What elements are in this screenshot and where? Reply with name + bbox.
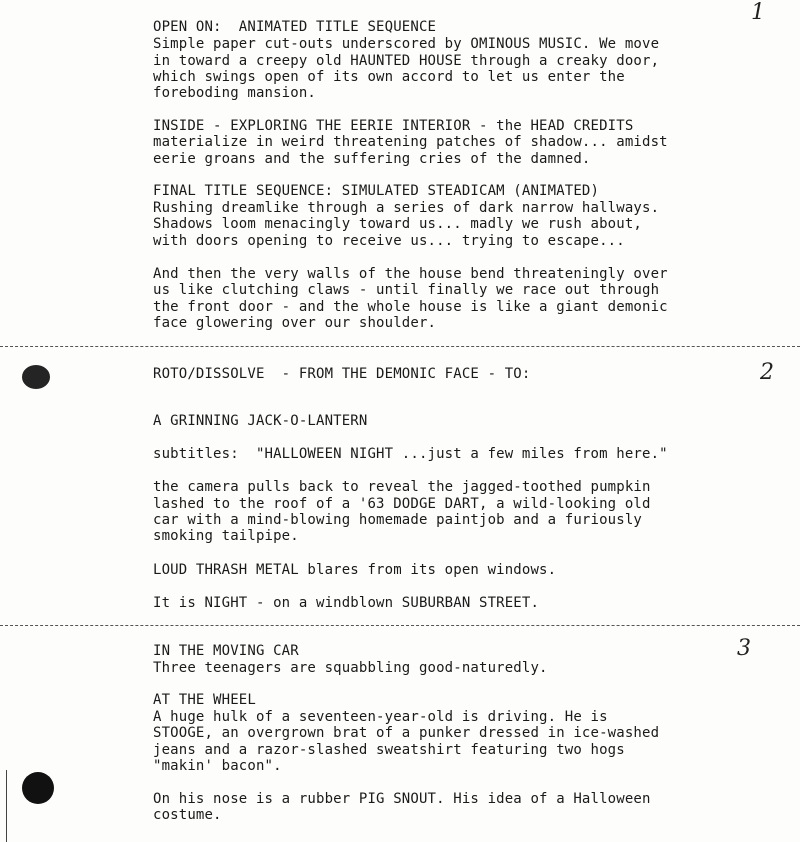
page-break-divider — [0, 625, 800, 626]
action-line: Shadows loom menacingly toward us... madly we rush about, — [153, 216, 642, 232]
action-line: It is NIGHT - on a windblown SUBURBAN STREET. — [153, 595, 540, 611]
action-line: Rushing dreamlike through a series of dark narrow hallways. — [153, 200, 660, 216]
scene-heading: IN THE MOVING CAR — [153, 643, 299, 659]
subtitle-line: subtitles: "HALLOWEEN NIGHT ...just a few miles from here." — [153, 446, 668, 462]
action-line: face glowering over our shoulder. — [153, 315, 437, 331]
action-line: in toward a creepy old HAUNTED HOUSE through a creaky door, — [153, 53, 660, 69]
action-line: A huge hulk of a seventeen-year-old is driving. He is — [153, 709, 608, 725]
action-line: eerie groans and the suffering cries of the damned. — [153, 151, 591, 167]
action-line: with doors opening to receive us... trying to escape... — [153, 233, 625, 249]
action-line: jeans and a razor-slashed sweatshirt featuring two hogs — [153, 742, 625, 758]
scene-heading: FINAL TITLE SEQUENCE: SIMULATED STEADICAM (ANIMATED) — [153, 183, 600, 199]
action-line: materialize in weird threatening patches of shadow... amidst — [153, 134, 668, 150]
action-line: foreboding mansion. — [153, 85, 316, 101]
page-break-divider — [0, 346, 800, 347]
action-line: which swings open of its own accord to let us enter the — [153, 69, 625, 85]
action-line: lashed to the roof of a '63 DODGE DART, a wild-looking old — [153, 496, 651, 512]
action-line: LOUD THRASH METAL blares from its open windows. — [153, 562, 557, 578]
action-line: the camera pulls back to reveal the jagged-toothed pumpkin — [153, 479, 651, 495]
margin-line — [6, 770, 7, 842]
page-number-3: 3 — [737, 636, 751, 661]
punch-hole-mark — [22, 772, 54, 804]
punch-hole-mark — [22, 365, 50, 389]
action-line: Simple paper cut-outs underscored by OMINOUS MUSIC. We move — [153, 36, 660, 52]
action-line: Three teenagers are squabbling good-naturedly. — [153, 660, 548, 676]
action-line: smoking tailpipe. — [153, 528, 299, 544]
action-line: us like clutching claws - until finally we race out through — [153, 282, 660, 298]
action-line: car with a mind-blowing homemade paintjob and a furiously — [153, 512, 642, 528]
action-line: costume. — [153, 807, 222, 823]
action-line: STOOGE, an overgrown brat of a punker dressed in ice-washed — [153, 725, 660, 741]
scene-heading: A GRINNING JACK-O-LANTERN — [153, 413, 368, 429]
scene-heading: AT THE WHEEL — [153, 692, 256, 708]
transition-line: ROTO/DISSOLVE - FROM THE DEMONIC FACE - TO: — [153, 366, 531, 382]
scene-heading: OPEN ON: ANIMATED TITLE SEQUENCE — [153, 19, 437, 35]
action-line: On his nose is a rubber PIG SNOUT. His idea of a Halloween — [153, 791, 651, 807]
page-number-1: 1 — [751, 0, 765, 25]
action-line: "makin' bacon". — [153, 758, 282, 774]
scene-heading: INSIDE - EXPLORING THE EERIE INTERIOR - the HEAD CREDITS — [153, 118, 634, 134]
action-line: the front door - and the whole house is like a giant demonic — [153, 299, 668, 315]
page-number-2: 2 — [760, 360, 774, 385]
action-line: And then the very walls of the house bend threateningly over — [153, 266, 668, 282]
